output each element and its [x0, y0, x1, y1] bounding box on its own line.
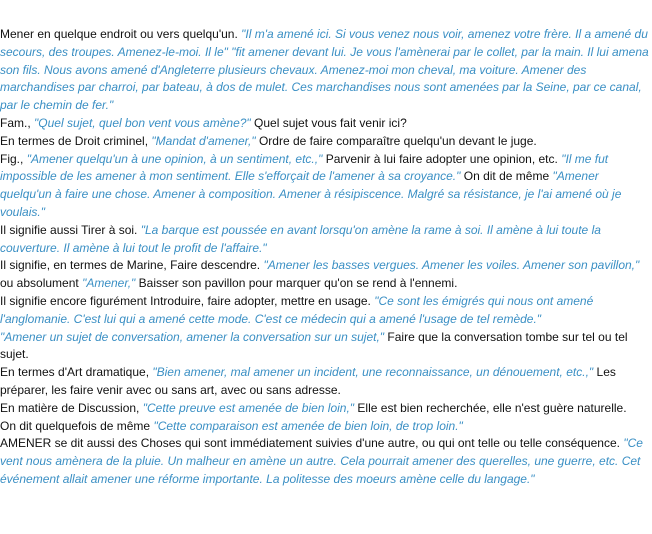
definition: On dit quelquefois de même: [0, 418, 151, 433]
example: "Ce vent nous amènera de la pluie. Un malheur en amène un autre. Cela pourrait amener des querelles, une guerre, etc. Cet événement allait amener une réforme importante. La politesse des moeurs amène celle du langage.": [0, 436, 643, 486]
example: "La barque est poussée en avant lorsqu'on amène la rame à soi. Il amène à lui toute la couverture. Il amène à lui tout le profit de l'affaire.": [0, 222, 601, 255]
entry-paragraph: [0, 222, 650, 258]
entry-paragraph: [0, 257, 650, 293]
definition: Les préparer, les faire venir avec ou sans art, avec ou sans adresse.: [0, 365, 616, 397]
entry-paragraph: [0, 364, 650, 400]
example: "Il me fut impossible de les amener à mon sentiment. Elle s'efforçait de l'amener à sa croyance.": [0, 151, 609, 184]
definition: Parvenir à lui faire adopter une opinion, etc.: [325, 151, 558, 166]
example: "Bien amener, mal amener un incident, une reconnaissance, un dénouement, etc.,": [152, 365, 594, 380]
definition: En termes d'Art dramatique,: [0, 365, 150, 380]
entry-paragraph: [0, 26, 650, 115]
example: "Amener quelqu'un à une opinion, à un sentiment, etc.,": [26, 151, 323, 166]
example: "Amener un sujet de conversation, amener la conversation sur un sujet,": [0, 329, 385, 344]
definition-text: [0, 26, 650, 489]
entry-paragraph: [0, 400, 650, 418]
definition: Il signifie, en termes de Marine, Faire descendre.: [0, 258, 261, 273]
definition: Il signifie encore figurément Introduire, faire adopter, mettre en usage.: [0, 293, 371, 308]
definition: Il signifie aussi Tirer à soi.: [0, 222, 138, 237]
entry-paragraph: [0, 133, 650, 151]
example: "Amener,": [82, 276, 136, 291]
example: "Amener quelqu'un à faire une chose. Amener à composition. Amener à résipiscence. Malgré sa résistance, je l'ai amené où je voulais.": [0, 169, 622, 219]
example: "Il m'a amené ici. Si vous venez nous voir, amenez votre frère. Il a amené du secours, des troupes. Amenez-le-moi. Il le" "fit amener devant lui. Je vous l'amènerai par le collet, par la main. Il lui amena son fils. Nous avons amené d'Angleterre plusieurs chevaux. Amenez-moi mon cheval, ma voiture. Amener des marchandises par charroi, par bateau, à dos de mulet. Ces marchandises nous sont amenées par la Seine, par ce canal, par le chemin de fer.": [0, 27, 649, 113]
entry-paragraph: [0, 115, 650, 133]
definition: Elle est bien recherchée, elle n'est guère naturelle.: [357, 400, 627, 415]
entry-paragraph: [0, 329, 650, 365]
definition: Baisser son pavillon pour marquer qu'on se rend à l'ennemi.: [138, 276, 458, 291]
definition: AMENER se dit aussi des Choses qui sont immédiatement suivies d'une autre, ou qui ont telle ou telle conséquence.: [0, 436, 620, 451]
definition: En termes de Droit criminel,: [0, 133, 149, 148]
definition: Mener en quelque endroit ou vers quelqu'un.: [0, 27, 238, 41]
example: "Quel sujet, quel bon vent vous amène?": [34, 115, 251, 130]
definition: On dit de même: [463, 169, 550, 184]
definition: Ordre de faire comparaître quelqu'un devant le juge.: [258, 133, 537, 148]
entry-paragraph: [0, 151, 650, 222]
entry-paragraph: [0, 435, 650, 488]
definition: Faire que la conversation tombe sur tel ou tel sujet.: [0, 329, 628, 362]
entry-paragraph: [0, 418, 650, 436]
definition: Quel sujet vous fait venir ici?: [254, 115, 407, 130]
entry-paragraph: [0, 293, 650, 329]
example: "Cette comparaison est amenée de bien loin, de trop loin.": [153, 418, 463, 433]
example: "Mandat d'amener,": [151, 133, 256, 148]
example: "Cette preuve est amenée de bien loin,": [142, 400, 355, 415]
definition: Fig.,: [0, 151, 24, 166]
example: "Amener les basses vergues. Amener les voiles. Amener son pavillon,": [263, 258, 640, 273]
definition: En matière de Discussion,: [0, 400, 140, 415]
definition: ou absolument: [0, 276, 79, 291]
example: "Ce sont les émigrés qui nous ont amené l'anglomanie. C'est lui qui a amené cette mode. C'est ce médecin qui a amené l'usage de tel remède.": [0, 293, 594, 326]
definition: Fam.,: [0, 115, 31, 130]
